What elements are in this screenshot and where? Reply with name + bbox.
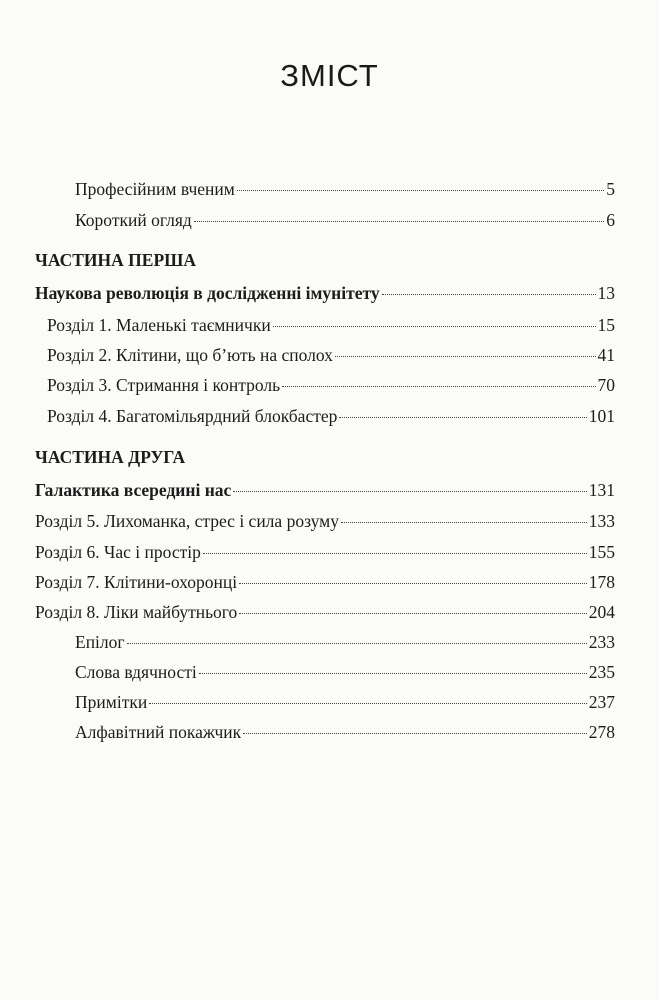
toc-entry-label: Розділ 6. Час і простір (35, 542, 201, 562)
toc-entry-label: Розділ 5. Лихоманка, стрес і сила розуму (35, 511, 339, 531)
dot-leader (199, 673, 587, 674)
toc-entry-index[interactable] (75, 720, 615, 744)
toc-entry-chapter-2[interactable] (47, 343, 615, 367)
toc-entry-page-number: 178 (588, 572, 615, 592)
toc-entry-label: Короткий огляд (75, 210, 192, 230)
toc-entry-acknowledgements[interactable] (75, 660, 615, 684)
toc-entry-page-number: 41 (597, 345, 615, 365)
toc-entry-chapter-8[interactable] (35, 600, 615, 624)
toc-entry-short-overview[interactable] (75, 208, 615, 232)
dot-leader (282, 386, 595, 387)
toc-entry-label: Розділ 2. Клітини, що б’ють на сполох (47, 345, 333, 365)
toc-entry-page-number: 204 (588, 602, 615, 622)
toc-entry-page-number: 155 (588, 542, 615, 562)
dot-leader (203, 553, 587, 554)
toc-entry-label: Розділ 1. Маленькі таємнички (47, 315, 271, 335)
dot-leader (382, 294, 596, 295)
toc-entry-page-number: 131 (588, 480, 615, 500)
toc-entry-label: Розділ 3. Стримання і контроль (47, 375, 281, 395)
part-one-heading: ЧАСТИНА ПЕРША (35, 250, 196, 270)
dot-leader (233, 491, 586, 492)
toc-entry-epilogue[interactable] (75, 630, 615, 654)
toc-entry-label: Епілог (75, 632, 125, 652)
toc-entry-label: Розділ 4. Багатомільярдний блокбастер (47, 406, 338, 426)
toc-entry-chapter-3[interactable] (47, 373, 615, 397)
dot-leader (341, 522, 587, 523)
dot-leader (239, 583, 587, 584)
toc-entry-label: Професійним вченим (75, 179, 235, 199)
dot-leader (127, 643, 587, 644)
toc-entry-chapter-7[interactable] (35, 570, 615, 594)
toc-entry-chapter-6[interactable] (35, 540, 615, 564)
toc-entry-part-one-subtitle[interactable] (35, 281, 615, 305)
toc-entry-chapter-5[interactable] (35, 509, 615, 533)
toc-entry-chapter-1[interactable] (47, 313, 615, 337)
toc-entry-label: Примітки (75, 692, 148, 712)
toc-entry-label: Розділ 8. Ліки майбутнього (35, 602, 238, 622)
toc-entry-page-number: 15 (597, 315, 615, 335)
toc-entry-part-two-subtitle[interactable] (35, 478, 615, 502)
toc-entry-chapter-4[interactable] (47, 404, 615, 428)
toc-entry-label: Наукова революція в дослідженні імунітету (35, 283, 380, 303)
toc-entry-page-number: 235 (588, 662, 615, 682)
dot-leader (149, 703, 587, 704)
toc-entry-page-number: 101 (588, 406, 615, 426)
toc-entry-page-number: 5 (606, 179, 615, 199)
dot-leader (335, 356, 596, 357)
toc-entry-label: Алфавітний покажчик (75, 722, 242, 742)
dot-leader (194, 221, 604, 222)
toc-entry-label: Галактика всередині нас (35, 480, 232, 500)
toc-entry-page-number: 13 (597, 283, 615, 303)
toc-entry-page-number: 233 (588, 632, 615, 652)
dot-leader (243, 733, 587, 734)
toc-entry-page-number: 70 (597, 375, 615, 395)
page-title: ЗМІСТ (280, 58, 379, 93)
dot-leader (237, 190, 604, 191)
toc-entry-page-number: 6 (606, 210, 615, 230)
dot-leader (339, 417, 586, 418)
part-two-heading: ЧАСТИНА ДРУГА (35, 447, 186, 467)
toc-entry-notes[interactable] (75, 690, 615, 714)
toc-entry-label: Слова вдячності (75, 662, 197, 682)
dot-leader (273, 326, 596, 327)
toc-entry-professional-scientists[interactable] (75, 177, 615, 201)
dot-leader (239, 613, 586, 614)
toc-entry-page-number: 278 (588, 722, 615, 742)
toc-entry-label: Розділ 7. Клітини-охоронці (35, 572, 238, 592)
toc-entry-page-number: 133 (588, 511, 615, 531)
toc-entry-page-number: 237 (588, 692, 615, 712)
